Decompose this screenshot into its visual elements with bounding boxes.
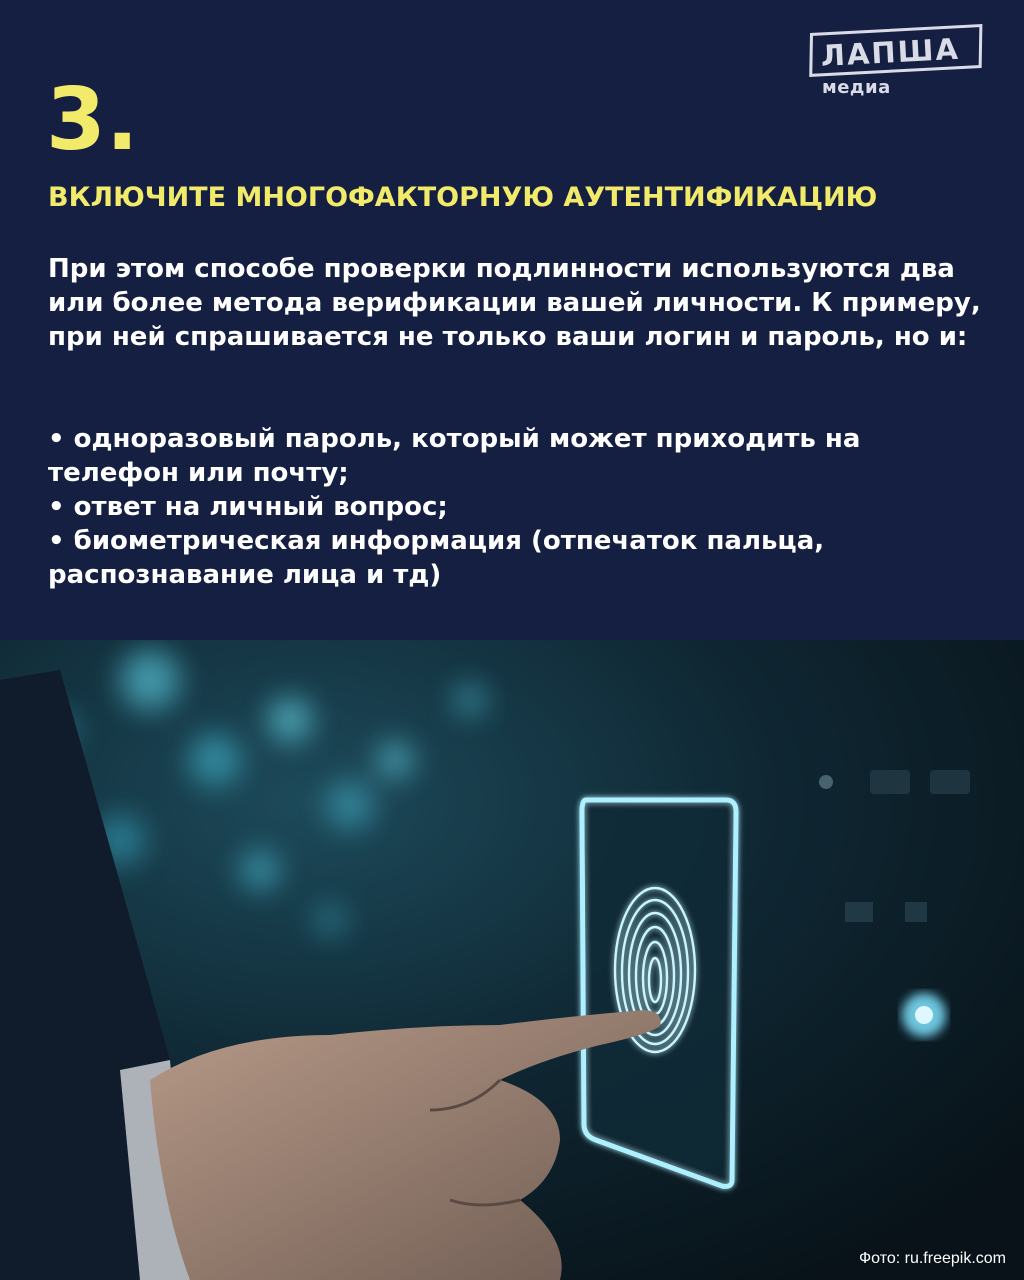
photo-illustration — [0, 640, 1024, 1280]
list-item: • ответ на личный вопрос; — [48, 492, 448, 522]
step-number: 3. — [46, 70, 139, 170]
logo-word: ЛАПША — [820, 31, 961, 73]
body-paragraph: При этом способе проверки подлинности используются два или более метода верификации вашей личности. К примеру, при ней спрашивается не только ваши логин и пароль, но и: — [48, 254, 981, 352]
slide-heading: ВКЛЮЧИТЕ МНОГОФАКТОРНУЮ АУТЕНТИФИКАЦИЮ — [48, 182, 878, 213]
lapsha-media-logo — [810, 33, 986, 103]
bullet-list — [48, 422, 988, 592]
indicator-light-core — [915, 1006, 933, 1024]
photo-credit: Фото: ru.freepik.com — [858, 1250, 1006, 1267]
list-item: • одноразовый пароль, который может приходить на телефон или почту; — [48, 424, 861, 488]
logo-subtitle: медиа — [822, 77, 891, 98]
fingerprint-scanner-photo — [0, 640, 1024, 1280]
list-item: • биометрическая информация (отпечаток пальца, распознавание лица и тд) — [48, 526, 825, 590]
